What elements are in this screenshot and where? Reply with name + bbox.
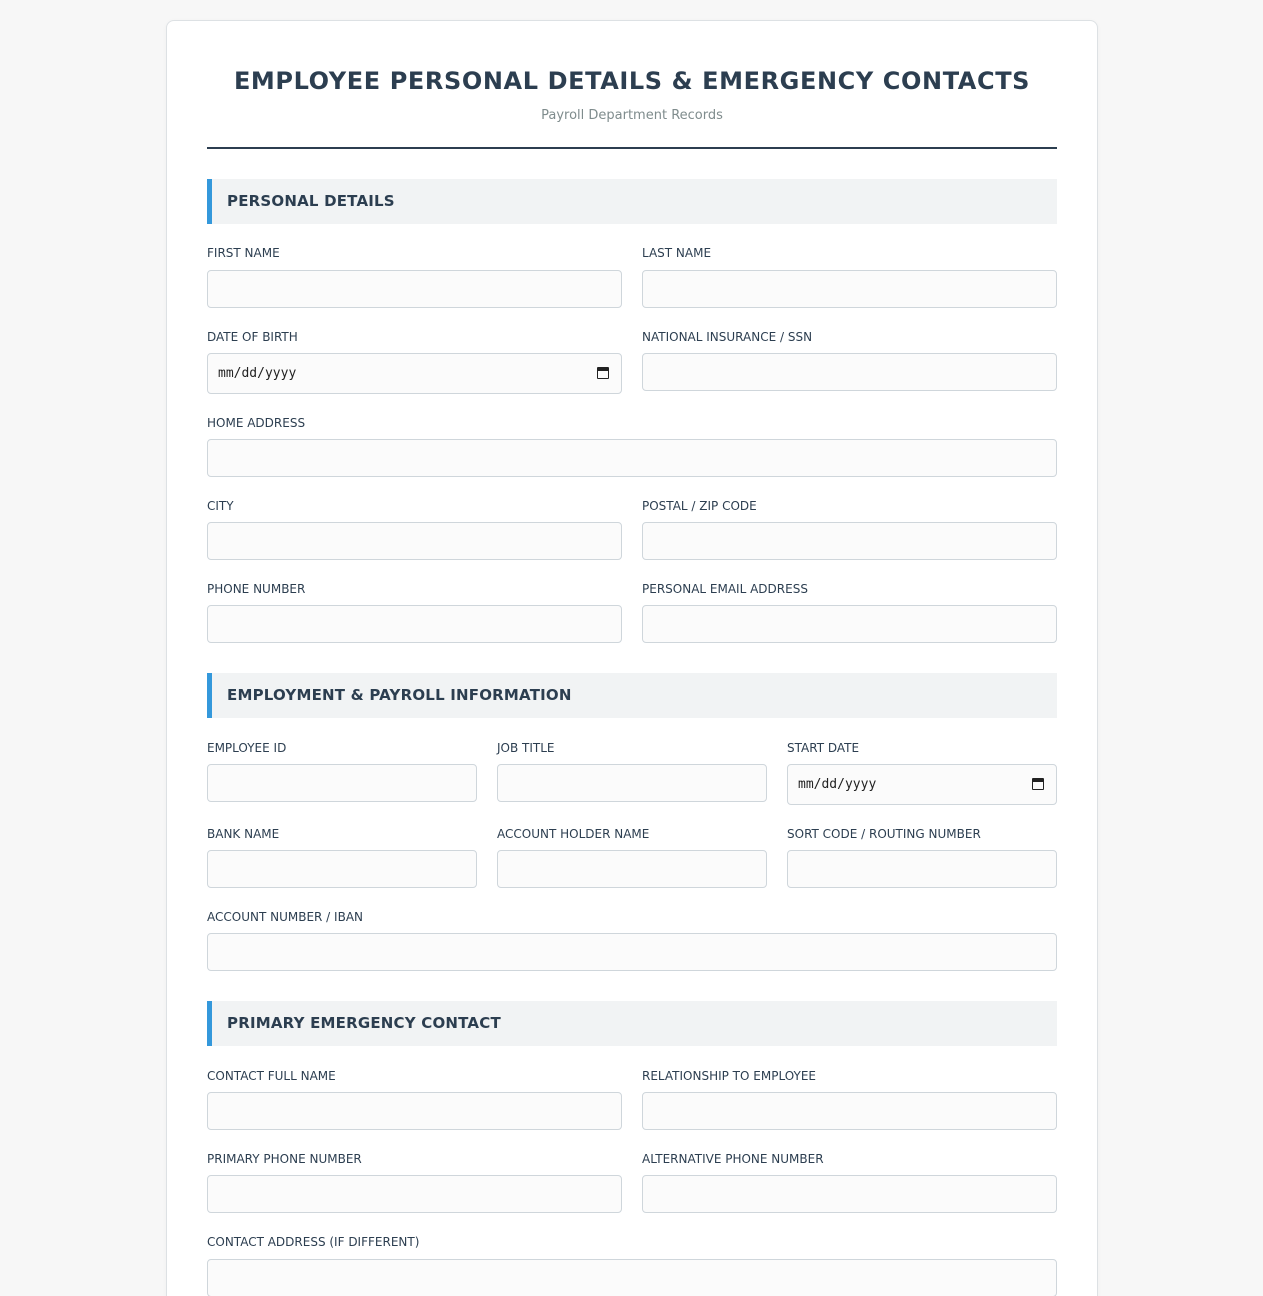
home-address-input[interactable] <box>207 439 1057 477</box>
alt-phone-label: ALTERNATIVE PHONE NUMBER <box>642 1152 824 1166</box>
primary-phone-label: PRIMARY PHONE NUMBER <box>207 1152 362 1166</box>
section-title: EMPLOYMENT & PAYROLL INFORMATION <box>227 686 572 704</box>
alt-phone-input[interactable] <box>642 1175 1057 1213</box>
city-input[interactable] <box>207 522 622 560</box>
section-personal-details <box>207 179 1057 224</box>
page-title: EMPLOYEE PERSONAL DETAILS & EMERGENCY CONTACTS <box>233 67 1031 95</box>
dob-label: DATE OF BIRTH <box>207 330 298 344</box>
first-name-label: FIRST NAME <box>207 246 280 260</box>
bank-name-input[interactable] <box>207 850 477 888</box>
phone-input[interactable] <box>207 605 622 643</box>
relationship-label: RELATIONSHIP TO EMPLOYEE <box>642 1069 816 1083</box>
postal-input[interactable] <box>642 522 1057 560</box>
dob-input[interactable] <box>207 353 622 394</box>
start-date-input[interactable] <box>787 764 1057 805</box>
section-employment-payroll <box>207 673 1057 718</box>
account-number-label: ACCOUNT NUMBER / IBAN <box>207 910 363 924</box>
form-card <box>166 20 1098 1296</box>
primary-phone-input[interactable] <box>207 1175 622 1213</box>
calendar-icon[interactable] <box>1032 778 1044 790</box>
job-title-input[interactable] <box>497 764 767 802</box>
contact-address-input[interactable] <box>207 1259 1057 1296</box>
contact-address-label: CONTACT ADDRESS (IF DIFFERENT) <box>207 1235 420 1249</box>
email-label: PERSONAL EMAIL ADDRESS <box>642 582 808 596</box>
page-subtitle: Payroll Department Records <box>541 108 723 123</box>
section-title: PERSONAL DETAILS <box>227 192 395 210</box>
account-holder-label: ACCOUNT HOLDER NAME <box>497 827 650 841</box>
employee-id-input[interactable] <box>207 764 477 802</box>
dob-placeholder: mm/dd/yyyy <box>218 366 297 381</box>
relationship-input[interactable] <box>642 1092 1057 1130</box>
job-title-label: JOB TITLE <box>497 741 555 755</box>
sort-code-label: SORT CODE / ROUTING NUMBER <box>787 827 981 841</box>
last-name-label: LAST NAME <box>642 246 712 260</box>
section-title: PRIMARY EMERGENCY CONTACT <box>227 1014 501 1032</box>
employee-id-label: EMPLOYEE ID <box>207 741 287 755</box>
ssn-input[interactable] <box>642 353 1057 391</box>
email-input[interactable] <box>642 605 1057 643</box>
home-address-label: HOME ADDRESS <box>207 416 306 430</box>
bank-name-label: BANK NAME <box>207 827 280 841</box>
last-name-input[interactable] <box>642 270 1057 308</box>
header-divider <box>207 147 1057 149</box>
contact-name-label: CONTACT FULL NAME <box>207 1069 336 1083</box>
start-date-placeholder: mm/dd/yyyy <box>798 777 877 792</box>
start-date-label: START DATE <box>787 741 860 755</box>
first-name-input[interactable] <box>207 270 622 308</box>
postal-label: POSTAL / ZIP CODE <box>642 499 757 513</box>
account-holder-input[interactable] <box>497 850 767 888</box>
city-label: CITY <box>207 499 234 513</box>
phone-label: PHONE NUMBER <box>207 582 306 596</box>
sort-code-input[interactable] <box>787 850 1057 888</box>
section-emergency-contact <box>207 1001 1057 1046</box>
contact-name-input[interactable] <box>207 1092 622 1130</box>
calendar-icon[interactable] <box>597 367 609 379</box>
account-number-input[interactable] <box>207 933 1057 971</box>
ssn-label: NATIONAL INSURANCE / SSN <box>642 330 813 344</box>
